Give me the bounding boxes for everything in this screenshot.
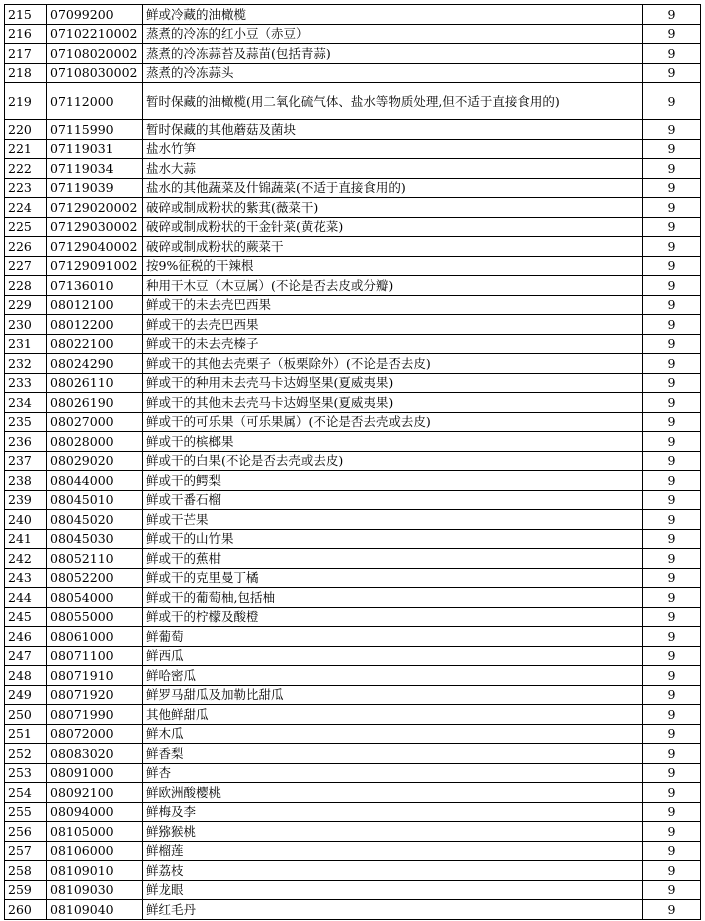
table-row — [5, 841, 701, 861]
rate-cell: 9 — [643, 198, 701, 218]
row-number-cell: 226 — [5, 237, 47, 257]
table-row — [5, 237, 701, 257]
item-name-cell: 鲜荔枝 — [143, 861, 643, 881]
code-cell: 07129091002 — [47, 256, 143, 276]
row-number-cell: 224 — [5, 198, 47, 218]
code-cell: 07115990 — [47, 120, 143, 140]
rate-cell: 9 — [643, 120, 701, 140]
row-number-cell: 220 — [5, 120, 47, 140]
row-number-cell: 241 — [5, 529, 47, 549]
code-cell: 08071990 — [47, 705, 143, 725]
rate-cell: 9 — [643, 510, 701, 530]
table-row — [5, 529, 701, 549]
table-row — [5, 412, 701, 432]
table-row — [5, 802, 701, 822]
table-row — [5, 510, 701, 530]
table-row — [5, 295, 701, 315]
table-row — [5, 646, 701, 666]
rate-cell: 9 — [643, 393, 701, 413]
code-cell: 08054000 — [47, 588, 143, 608]
item-name-cell: 破碎或制成粉状的干金针菜(黄花菜) — [143, 217, 643, 237]
item-name-cell: 鲜葡萄 — [143, 627, 643, 647]
code-cell: 07129040002 — [47, 237, 143, 257]
row-number-cell: 249 — [5, 685, 47, 705]
table-row — [5, 334, 701, 354]
rate-cell: 9 — [643, 529, 701, 549]
table-row — [5, 549, 701, 569]
table-row — [5, 63, 701, 83]
rate-cell: 9 — [643, 5, 701, 25]
row-number-cell: 255 — [5, 802, 47, 822]
item-name-cell: 鲜欧洲酸樱桃 — [143, 783, 643, 803]
row-number-cell: 243 — [5, 568, 47, 588]
item-name-cell: 暂时保藏的油橄榄(用二氧化硫气体、盐水等物质处理,但不适于直接食用的) — [143, 83, 643, 120]
row-number-cell: 256 — [5, 822, 47, 842]
code-cell: 08083020 — [47, 744, 143, 764]
table-row — [5, 900, 701, 920]
rate-cell: 9 — [643, 802, 701, 822]
rate-cell: 9 — [643, 490, 701, 510]
code-cell: 08091000 — [47, 763, 143, 783]
code-cell: 07136010 — [47, 276, 143, 296]
item-name-cell: 鲜或干的柠檬及酸橙 — [143, 607, 643, 627]
table-row — [5, 5, 701, 25]
item-name-cell: 鲜木瓜 — [143, 724, 643, 744]
code-cell: 08071910 — [47, 666, 143, 686]
rate-cell: 9 — [643, 705, 701, 725]
row-number-cell: 251 — [5, 724, 47, 744]
item-name-cell: 鲜或干的克里曼丁橘 — [143, 568, 643, 588]
table-row — [5, 588, 701, 608]
rate-cell: 9 — [643, 607, 701, 627]
item-name-cell: 鲜或干的葡萄柚,包括柚 — [143, 588, 643, 608]
rate-cell: 9 — [643, 373, 701, 393]
table-row — [5, 315, 701, 335]
code-cell: 07119031 — [47, 139, 143, 159]
rate-cell: 9 — [643, 237, 701, 257]
rate-cell: 9 — [643, 159, 701, 179]
code-cell: 08052200 — [47, 568, 143, 588]
row-number-cell: 233 — [5, 373, 47, 393]
row-number-cell: 235 — [5, 412, 47, 432]
row-number-cell: 258 — [5, 861, 47, 881]
item-name-cell: 破碎或制成粉状的蕨菜干 — [143, 237, 643, 257]
row-number-cell: 236 — [5, 432, 47, 452]
tariff-table — [4, 4, 701, 920]
code-cell: 07099200 — [47, 5, 143, 25]
row-number-cell: 245 — [5, 607, 47, 627]
item-name-cell: 鲜或干的可乐果（可乐果属）(不论是否去壳或去皮) — [143, 412, 643, 432]
rate-cell: 9 — [643, 646, 701, 666]
item-name-cell: 盐水竹笋 — [143, 139, 643, 159]
item-name-cell: 鲜龙眼 — [143, 880, 643, 900]
row-number-cell: 222 — [5, 159, 47, 179]
rate-cell: 9 — [643, 315, 701, 335]
item-name-cell: 鲜香梨 — [143, 744, 643, 764]
row-number-cell: 239 — [5, 490, 47, 510]
rate-cell: 9 — [643, 139, 701, 159]
item-name-cell: 鲜罗马甜瓜及加勒比甜瓜 — [143, 685, 643, 705]
item-name-cell: 鲜杏 — [143, 763, 643, 783]
rate-cell: 9 — [643, 724, 701, 744]
row-number-cell: 242 — [5, 549, 47, 569]
row-number-cell: 216 — [5, 24, 47, 44]
table-row — [5, 471, 701, 491]
rate-cell: 9 — [643, 334, 701, 354]
row-number-cell: 230 — [5, 315, 47, 335]
item-name-cell: 鲜猕猴桃 — [143, 822, 643, 842]
code-cell: 08071100 — [47, 646, 143, 666]
rate-cell: 9 — [643, 568, 701, 588]
item-name-cell: 蒸煮的冷冻蒜头 — [143, 63, 643, 83]
code-cell: 08045010 — [47, 490, 143, 510]
code-cell: 08029020 — [47, 451, 143, 471]
row-number-cell: 244 — [5, 588, 47, 608]
code-cell: 07108030002 — [47, 63, 143, 83]
table-row — [5, 822, 701, 842]
code-cell: 08094000 — [47, 802, 143, 822]
item-name-cell: 破碎或制成粉状的紫萁(薇菜干) — [143, 198, 643, 218]
code-cell: 08026110 — [47, 373, 143, 393]
rate-cell: 9 — [643, 861, 701, 881]
code-cell: 07102210002 — [47, 24, 143, 44]
code-cell: 08052110 — [47, 549, 143, 569]
row-number-cell: 219 — [5, 83, 47, 120]
table-row — [5, 159, 701, 179]
rate-cell: 9 — [643, 276, 701, 296]
table-row — [5, 724, 701, 744]
code-cell: 07119039 — [47, 178, 143, 198]
rate-cell: 9 — [643, 549, 701, 569]
item-name-cell: 鲜红毛丹 — [143, 900, 643, 920]
rate-cell: 9 — [643, 451, 701, 471]
table-row — [5, 861, 701, 881]
rate-cell: 9 — [643, 822, 701, 842]
rate-cell: 9 — [643, 83, 701, 120]
table-row — [5, 880, 701, 900]
row-number-cell: 225 — [5, 217, 47, 237]
row-number-cell: 247 — [5, 646, 47, 666]
code-cell: 08028000 — [47, 432, 143, 452]
item-name-cell: 鲜或干的其他去壳栗子（板栗除外）(不论是否去皮) — [143, 354, 643, 374]
code-cell: 08109030 — [47, 880, 143, 900]
item-name-cell: 鲜或干的山竹果 — [143, 529, 643, 549]
table-row — [5, 666, 701, 686]
row-number-cell: 223 — [5, 178, 47, 198]
row-number-cell: 260 — [5, 900, 47, 920]
code-cell: 08061000 — [47, 627, 143, 647]
table-row — [5, 685, 701, 705]
row-number-cell: 231 — [5, 334, 47, 354]
table-row — [5, 607, 701, 627]
table-row — [5, 393, 701, 413]
row-number-cell: 259 — [5, 880, 47, 900]
rate-cell: 9 — [643, 627, 701, 647]
item-name-cell: 鲜或冷藏的油橄榄 — [143, 5, 643, 25]
rate-cell: 9 — [643, 354, 701, 374]
item-name-cell: 鲜或干的未去壳巴西果 — [143, 295, 643, 315]
table-row — [5, 783, 701, 803]
row-number-cell: 257 — [5, 841, 47, 861]
rate-cell: 9 — [643, 900, 701, 920]
code-cell: 08044000 — [47, 471, 143, 491]
item-name-cell: 鲜或干芒果 — [143, 510, 643, 530]
table-row — [5, 276, 701, 296]
table-row — [5, 217, 701, 237]
code-cell: 08045020 — [47, 510, 143, 530]
code-cell: 08109010 — [47, 861, 143, 881]
item-name-cell: 按9%征税的干辣根 — [143, 256, 643, 276]
row-number-cell: 253 — [5, 763, 47, 783]
table-row — [5, 490, 701, 510]
code-cell: 07108020002 — [47, 44, 143, 64]
rate-cell: 9 — [643, 763, 701, 783]
row-number-cell: 254 — [5, 783, 47, 803]
rate-cell: 9 — [643, 841, 701, 861]
row-number-cell: 240 — [5, 510, 47, 530]
row-number-cell: 215 — [5, 5, 47, 25]
code-cell: 08012100 — [47, 295, 143, 315]
code-cell: 07129030002 — [47, 217, 143, 237]
table-body — [5, 5, 701, 920]
code-cell: 08105000 — [47, 822, 143, 842]
rate-cell: 9 — [643, 880, 701, 900]
rate-cell: 9 — [643, 685, 701, 705]
code-cell: 08012200 — [47, 315, 143, 335]
code-cell: 08109040 — [47, 900, 143, 920]
rate-cell: 9 — [643, 783, 701, 803]
row-number-cell: 252 — [5, 744, 47, 764]
rate-cell: 9 — [643, 471, 701, 491]
table-row — [5, 432, 701, 452]
rate-cell: 9 — [643, 24, 701, 44]
item-name-cell: 鲜或干的白果(不论是否去壳或去皮) — [143, 451, 643, 471]
code-cell: 08055000 — [47, 607, 143, 627]
row-number-cell: 246 — [5, 627, 47, 647]
rate-cell: 9 — [643, 217, 701, 237]
item-name-cell: 鲜或干的其他未去壳马卡达姆坚果(夏威夷果) — [143, 393, 643, 413]
item-name-cell: 鲜哈密瓜 — [143, 666, 643, 686]
table-row — [5, 354, 701, 374]
table-row — [5, 705, 701, 725]
rate-cell: 9 — [643, 588, 701, 608]
rate-cell: 9 — [643, 178, 701, 198]
code-cell: 08045030 — [47, 529, 143, 549]
rate-cell: 9 — [643, 63, 701, 83]
table-row — [5, 139, 701, 159]
row-number-cell: 232 — [5, 354, 47, 374]
code-cell: 08024290 — [47, 354, 143, 374]
code-cell: 08092100 — [47, 783, 143, 803]
item-name-cell: 鲜或干的槟榔果 — [143, 432, 643, 452]
item-name-cell: 鲜或干的未去壳榛子 — [143, 334, 643, 354]
table-row — [5, 373, 701, 393]
code-cell: 08022100 — [47, 334, 143, 354]
table-row — [5, 83, 701, 120]
row-number-cell: 228 — [5, 276, 47, 296]
item-name-cell: 鲜或干的鳄梨 — [143, 471, 643, 491]
row-number-cell: 237 — [5, 451, 47, 471]
code-cell: 08106000 — [47, 841, 143, 861]
row-number-cell: 234 — [5, 393, 47, 413]
item-name-cell: 鲜梅及李 — [143, 802, 643, 822]
item-name-cell: 鲜或干番石榴 — [143, 490, 643, 510]
item-name-cell: 鲜或干的种用未去壳马卡达姆坚果(夏威夷果) — [143, 373, 643, 393]
row-number-cell: 227 — [5, 256, 47, 276]
row-number-cell: 238 — [5, 471, 47, 491]
table-row — [5, 568, 701, 588]
item-name-cell: 蒸煮的冷冻蒜苔及蒜苗(包括青蒜) — [143, 44, 643, 64]
item-name-cell: 蒸煮的冷冻的红小豆（赤豆） — [143, 24, 643, 44]
item-name-cell: 暂时保藏的其他蘑菇及菌块 — [143, 120, 643, 140]
table-row — [5, 44, 701, 64]
rate-cell: 9 — [643, 412, 701, 432]
rate-cell: 9 — [643, 44, 701, 64]
table-row — [5, 198, 701, 218]
code-cell: 07119034 — [47, 159, 143, 179]
table-row — [5, 120, 701, 140]
code-cell: 07129020002 — [47, 198, 143, 218]
item-name-cell: 种用干木豆（木豆属）(不论是否去皮或分瓣) — [143, 276, 643, 296]
table-row — [5, 24, 701, 44]
code-cell: 08027000 — [47, 412, 143, 432]
rate-cell: 9 — [643, 744, 701, 764]
row-number-cell: 217 — [5, 44, 47, 64]
table-row — [5, 256, 701, 276]
table-row — [5, 744, 701, 764]
rate-cell: 9 — [643, 432, 701, 452]
code-cell: 08072000 — [47, 724, 143, 744]
rate-cell: 9 — [643, 666, 701, 686]
item-name-cell: 鲜或干的去壳巴西果 — [143, 315, 643, 335]
item-name-cell: 鲜或干的蕉柑 — [143, 549, 643, 569]
code-cell: 08071920 — [47, 685, 143, 705]
row-number-cell: 221 — [5, 139, 47, 159]
item-name-cell: 盐水大蒜 — [143, 159, 643, 179]
row-number-cell: 250 — [5, 705, 47, 725]
rate-cell: 9 — [643, 256, 701, 276]
item-name-cell: 鲜西瓜 — [143, 646, 643, 666]
code-cell: 08026190 — [47, 393, 143, 413]
item-name-cell: 盐水的其他蔬菜及什锦蔬菜(不适于直接食用的) — [143, 178, 643, 198]
code-cell: 07112000 — [47, 83, 143, 120]
table-row — [5, 451, 701, 471]
item-name-cell: 其他鲜甜瓜 — [143, 705, 643, 725]
table-row — [5, 627, 701, 647]
item-name-cell: 鲜榴莲 — [143, 841, 643, 861]
rate-cell: 9 — [643, 295, 701, 315]
table-row — [5, 763, 701, 783]
row-number-cell: 229 — [5, 295, 47, 315]
table-row — [5, 178, 701, 198]
row-number-cell: 248 — [5, 666, 47, 686]
row-number-cell: 218 — [5, 63, 47, 83]
